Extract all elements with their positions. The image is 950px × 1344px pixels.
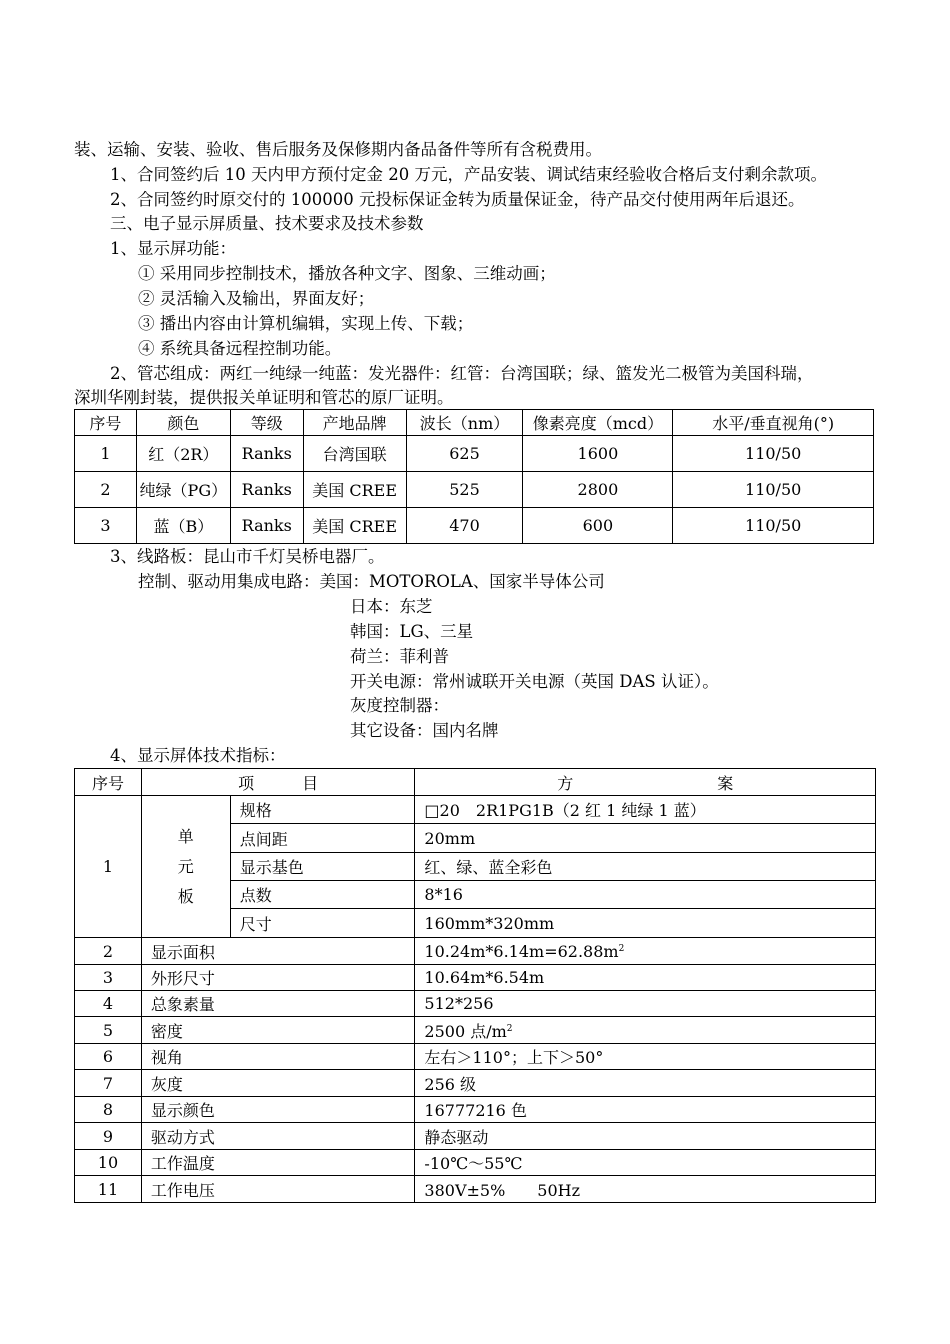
subheading-display-function: 1、显示屏功能： — [110, 239, 236, 258]
table-cell: 10 — [75, 1150, 142, 1176]
header-cell: 像素亮度（mcd） — [523, 410, 673, 436]
table-cell: 1600 — [523, 436, 673, 472]
table-cell: 显示颜色 — [141, 1097, 415, 1123]
subheading-tech-specs: 4、显示屏体技术指标： — [110, 746, 286, 765]
table-cell: 9 — [75, 1123, 142, 1150]
paragraph-payment-1: 1、合同签约后 10 天内甲方预付定金 20 万元，产品安装、调试结束经验收合格后支付剩余款项。 — [110, 165, 827, 184]
table-row — [75, 796, 876, 824]
header-cell: 颜色 — [136, 410, 230, 436]
spec-table-header — [75, 769, 876, 796]
function-item-4: ④ 系统具备远程控制功能。 — [138, 339, 342, 358]
paragraph-gray-controller: 灰度控制器： — [350, 696, 449, 715]
table-row — [75, 1017, 876, 1044]
table-cell: 2800 — [523, 472, 673, 508]
paragraph-power-supply: 开关电源：常州诚联开关电源（英国 DAS 认证）。 — [350, 672, 719, 691]
table-cell: Ranks — [230, 472, 303, 508]
table-row — [75, 1097, 876, 1123]
table-cell: 点间距 — [230, 824, 415, 853]
table-cell: 台湾国联 — [303, 436, 406, 472]
unit-board-char: 元 — [177, 856, 194, 876]
table-cell: 工作温度 — [141, 1150, 415, 1176]
table-cell: 2 — [75, 938, 142, 965]
table-cell: 160mm*320mm — [415, 909, 876, 938]
table-row — [75, 1070, 876, 1097]
header-cell: 方 案 — [415, 769, 876, 796]
header-cell: 序号 — [75, 410, 137, 436]
table-cell — [415, 1017, 876, 1044]
cell-text: 2500 点/m — [424, 1021, 507, 1041]
table-row — [75, 1123, 876, 1150]
header-cell: 产地品牌 — [303, 410, 406, 436]
table-row — [75, 1044, 876, 1070]
superscript: 2 — [618, 943, 625, 954]
table-cell: 3 — [75, 508, 137, 544]
table-cell: -10℃～55℃ — [415, 1150, 876, 1176]
table-row — [75, 1176, 876, 1203]
table-cell: 2 — [75, 472, 137, 508]
header-cell: 水平/垂直视角(°) — [673, 410, 874, 436]
header-cell: 波长（nm） — [406, 410, 523, 436]
table-cell: 红、绿、蓝全彩色 — [415, 853, 876, 881]
table-cell: 显示基色 — [230, 853, 415, 881]
table-cell: Ranks — [230, 436, 303, 472]
paragraph-cost: 装、运输、安装、验收、售后服务及保修期内备品备件等所有含税费用。 — [74, 140, 602, 159]
unit-board-char: 单 — [177, 826, 194, 846]
paragraph-other-equipment: 其它设备：国内名牌 — [350, 721, 499, 740]
paragraph-ic-korea: 韩国：LG、三星 — [350, 622, 474, 641]
header-cell: 项 目 — [141, 769, 415, 796]
paragraph-payment-2: 2、合同签约时原交付的 100000 元投标保证金转为质量保证金，待产品交付使用两年后退还。 — [110, 190, 805, 209]
table-cell — [415, 938, 876, 965]
spec-table — [74, 768, 876, 1203]
led-table — [74, 409, 874, 544]
table-cell: 512*256 — [415, 991, 876, 1017]
table-cell: 外形尺寸 — [141, 965, 415, 991]
paragraph-circuit-board: 3、线路板：昆山市千灯吴桥电器厂。 — [110, 547, 385, 566]
paragraph-led-composition: 2、管芯组成：两红一纯绿一纯蓝：发光器件：红管：台湾国联；绿、篮发光二极管为美国科瑞， — [110, 364, 814, 383]
superscript: 2 — [506, 1023, 513, 1034]
table-cell: 工作电压 — [141, 1176, 415, 1203]
table-cell: 525 — [406, 472, 523, 508]
table-cell: 110/50 — [673, 508, 874, 544]
table-row — [75, 1150, 876, 1176]
table-cell: 左右＞110°；上下＞50° — [415, 1044, 876, 1070]
table-cell: Ranks — [230, 508, 303, 544]
unit-board-label — [141, 796, 230, 938]
table-cell: 4 — [75, 991, 142, 1017]
table-cell: 静态驱动 — [415, 1123, 876, 1150]
section-heading-3: 三、电子显示屏质量、技术要求及技术参数 — [110, 214, 424, 233]
table-cell: 11 — [75, 1176, 142, 1203]
table-cell: 显示面积 — [141, 938, 415, 965]
table-cell: 470 — [406, 508, 523, 544]
function-item-1: ① 采用同步控制技术，播放各种文字、图象、三维动画； — [138, 264, 556, 283]
paragraph-ic-japan: 日本：东芝 — [350, 597, 433, 616]
table-cell: 美国 CREE — [303, 472, 406, 508]
table-cell: 蓝（B） — [136, 508, 230, 544]
table-cell: 16777216 色 — [415, 1097, 876, 1123]
table-row — [75, 436, 874, 472]
table-cell: 256 级 — [415, 1070, 876, 1097]
table-cell: 红（2R） — [136, 436, 230, 472]
table-cell: 总象素量 — [141, 991, 415, 1017]
table-cell: 5 — [75, 1017, 142, 1044]
table-cell: 3 — [75, 965, 142, 991]
paragraph-led-composition-cont: 深圳华刚封装，提供报关单证明和管芯的原厂证明。 — [74, 388, 454, 407]
table-cell: 驱动方式 — [141, 1123, 415, 1150]
table-cell: 10.64m*6.54m — [415, 965, 876, 991]
table-cell: 视角 — [141, 1044, 415, 1070]
header-cell: 等级 — [230, 410, 303, 436]
paragraph-ic-usa: 控制、驱动用集成电路：美国：MOTOROLA、国家半导体公司 — [138, 572, 605, 591]
led-table-header — [75, 410, 874, 436]
table-row — [75, 965, 876, 991]
table-cell: 8 — [75, 1097, 142, 1123]
function-item-3: ③ 播出内容由计算机编辑，实现上传、下载； — [138, 314, 474, 333]
table-cell: 1 — [75, 436, 137, 472]
table-cell: 625 — [406, 436, 523, 472]
cell-text: 10.24m*6.14m=62.88m — [424, 941, 619, 961]
unit-board-char: 板 — [177, 886, 194, 906]
table-cell: 20mm — [415, 824, 876, 853]
table-cell: 380V±5% 50Hz — [415, 1176, 876, 1203]
table-cell: □20 2R1PG1B（2 红 1 纯绿 1 蓝） — [415, 796, 876, 824]
table-cell: 1 — [75, 796, 142, 938]
table-cell: 110/50 — [673, 472, 874, 508]
table-cell: 密度 — [141, 1017, 415, 1044]
table-cell: 灰度 — [141, 1070, 415, 1097]
table-row — [75, 938, 876, 965]
function-item-2: ② 灵活输入及输出，界面友好； — [138, 289, 375, 308]
table-cell: 7 — [75, 1070, 142, 1097]
table-cell: 纯绿（PG） — [136, 472, 230, 508]
table-row — [75, 472, 874, 508]
table-cell: 600 — [523, 508, 673, 544]
table-cell: 点数 — [230, 881, 415, 909]
table-cell: 8*16 — [415, 881, 876, 909]
table-cell: 美国 CREE — [303, 508, 406, 544]
table-cell: 尺寸 — [230, 909, 415, 938]
table-cell: 规格 — [230, 796, 415, 824]
table-cell: 110/50 — [673, 436, 874, 472]
table-row — [75, 508, 874, 544]
table-row — [75, 991, 876, 1017]
paragraph-ic-netherlands: 荷兰：菲利普 — [350, 647, 449, 666]
table-cell: 6 — [75, 1044, 142, 1070]
header-cell: 序号 — [75, 769, 142, 796]
